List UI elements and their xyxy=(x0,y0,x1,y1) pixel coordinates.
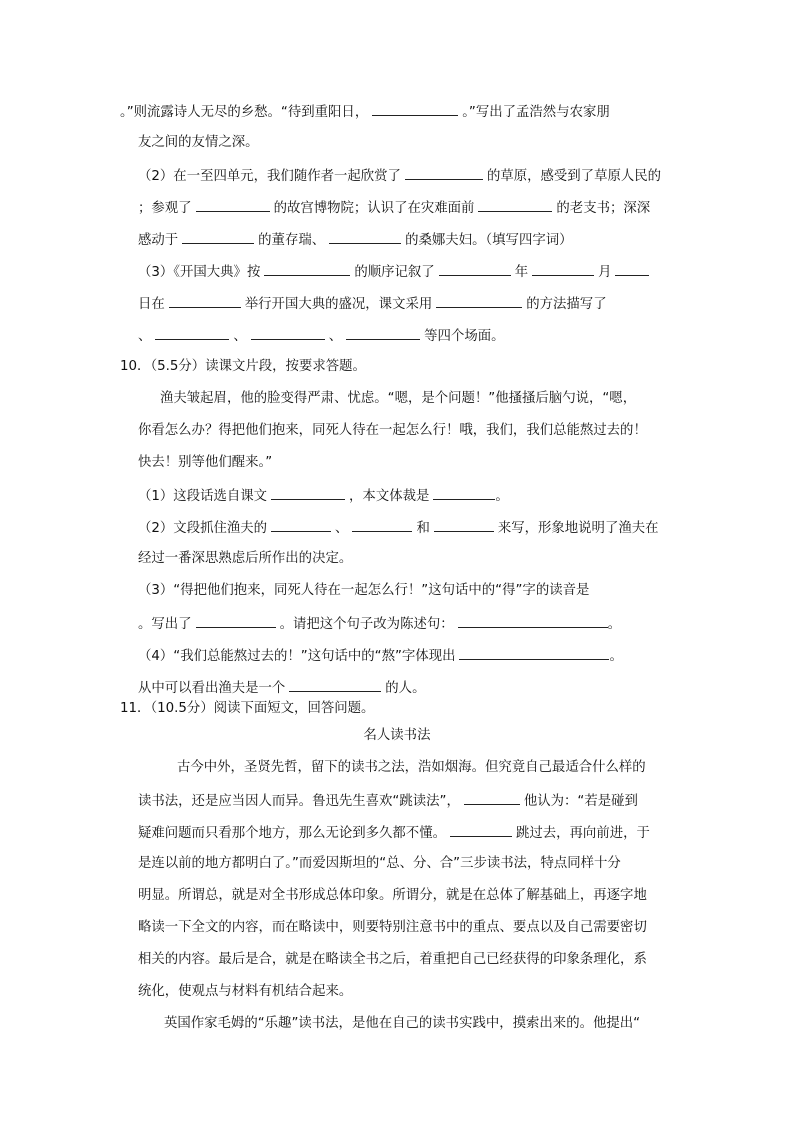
answer-blank[interactable] xyxy=(478,198,552,212)
text-segment: 、 xyxy=(138,329,152,344)
q9-part3-line1 xyxy=(138,262,649,282)
q10-part4-line1 xyxy=(138,646,623,666)
q9-part2-line1 xyxy=(138,166,661,186)
passage-line: 快去！别等他们醒来。” xyxy=(138,455,273,470)
answer-blank[interactable] xyxy=(169,294,241,308)
answer-blank[interactable] xyxy=(464,791,520,805)
text-segment: 、 xyxy=(233,329,247,344)
q10-part2-line1 xyxy=(138,518,659,538)
answer-blank[interactable] xyxy=(196,198,270,212)
answer-blank[interactable] xyxy=(329,230,401,244)
answer-blank[interactable] xyxy=(436,294,522,308)
text-segment: 的草原，感受到了草原人民的 xyxy=(486,169,662,184)
answer-blank[interactable] xyxy=(289,678,381,692)
answer-blank[interactable] xyxy=(352,518,412,532)
text-segment: 他认为：“若是碰到 xyxy=(523,794,638,809)
text-segment: 从中可以看出渔夫是一个 xyxy=(138,681,286,696)
text-segment: （1）这段话选自课文 xyxy=(138,489,268,504)
answer-blank[interactable] xyxy=(346,326,420,340)
q10-part4-line2 xyxy=(138,678,425,698)
answer-blank[interactable] xyxy=(251,326,325,340)
answer-blank[interactable] xyxy=(615,262,649,276)
q9-poem-line xyxy=(120,102,610,122)
text-segment: 。写出了 xyxy=(138,617,192,632)
text-segment: 的故宫博物院；认识了在灾难面前 xyxy=(273,201,475,216)
passage-line: 你看怎么办？得把他们抱来，同死人待在一起怎么行！哦，我们，我们总能熬过去的！ xyxy=(138,423,647,438)
answer-blank[interactable] xyxy=(405,166,483,180)
text-segment: ；参观了 xyxy=(138,201,192,216)
text-segment: （2）在一至四单元，我们随作者一起欣赏了 xyxy=(138,169,401,184)
text-segment: 的老支书；深深 xyxy=(556,201,651,216)
text-segment: 等四个场面。 xyxy=(424,329,505,344)
text-segment: 的桑娜夫妇。（填写四字词） xyxy=(405,233,573,248)
passage-line: 渔夫皱起眉，他的脸变得严肃、忧虑。“嗯，是个问题！”他搔搔后脑勺说，“嗯， xyxy=(160,391,637,406)
text-segment: 疑难问题而只看那个地方，那么无论到多久都不懂。 xyxy=(138,826,446,841)
article-line: 明显。所谓总，就是对全书形成总体印象。所谓分，就是在总体了解基础上，再逐字地 xyxy=(138,888,647,903)
answer-blank[interactable] xyxy=(264,262,350,276)
text-segment: 。请把这个句子改为陈述句： xyxy=(279,617,454,632)
q10-part3-line1: （3）“得把他们抱来，同死人待在一起怎么行！”这句话中的“得”字的读音是 xyxy=(138,583,590,598)
text-segment: 的顺序记叙了 xyxy=(354,265,435,280)
text-segment: 来写，形象地说明了渔夫在 xyxy=(497,521,659,536)
answer-blank[interactable] xyxy=(271,518,331,532)
text-segment: 跳过去，再向前进，于 xyxy=(515,826,650,841)
answer-blank[interactable] xyxy=(433,486,495,500)
article-line: 略读一下全文的内容，而在略读中，则要特别注意书中的重点、要点以及自己需要密切 xyxy=(138,920,647,935)
answer-blank[interactable] xyxy=(439,262,511,276)
article-line: 英国作家毛姆的“乐趣”读书法，是他在自己的读书实践中，摸索出来的。他提出“ xyxy=(164,1016,641,1031)
text-segment: 。”则流露诗人无尽的乡愁。“待到重阳日， xyxy=(120,105,369,120)
q9-part2-line2 xyxy=(138,198,650,218)
answer-blank[interactable] xyxy=(459,646,609,660)
text-segment: （2）文段抓住渔夫的 xyxy=(138,521,268,536)
text-segment: 。”写出了孟浩然与农家朋 xyxy=(462,105,610,120)
q10-part2-line2: 经过一番深思熟虑后所作出的决定。 xyxy=(138,551,353,566)
answer-blank[interactable] xyxy=(532,262,594,276)
answer-blank[interactable] xyxy=(271,486,345,500)
text-segment: 、 xyxy=(328,329,343,344)
text-segment: 年 xyxy=(514,265,529,280)
answer-blank[interactable] xyxy=(372,102,458,116)
text-segment: ，本文体裁是 xyxy=(349,489,430,504)
text-segment: （4）“我们总能熬过去的！”这句话中的“熬”字体现出 xyxy=(138,649,456,664)
article-line: 相关的内容。最后是合，就是在略读全书之后，着重把自己已经获得的印象条理化，系 xyxy=(138,952,647,967)
text-segment: 的方法描写了 xyxy=(526,297,607,312)
q9-poem-line-2: 友之间的友情之深。 xyxy=(138,135,259,150)
text-segment: 。 xyxy=(609,649,623,664)
q9-part2-line3 xyxy=(138,230,573,250)
text-segment: 的董存瑞、 xyxy=(258,233,326,248)
article-line: 古今中外，圣贤先哲，留下的读书之法，浩如烟海。但究竟自己最适合什么样的 xyxy=(177,760,646,775)
text-segment: 。 xyxy=(495,489,509,504)
text-segment: 的人。 xyxy=(385,681,426,696)
article-line xyxy=(138,823,650,843)
answer-blank[interactable] xyxy=(450,823,512,837)
article-line xyxy=(138,791,638,811)
text-segment: 日在 xyxy=(138,297,165,312)
q10-part1 xyxy=(138,486,509,506)
text-segment: 感动于 xyxy=(138,233,179,248)
text-segment: （3）《开国大典》按 xyxy=(138,265,261,280)
article-line: 是连以前的地方都明白了。”而爱因斯坦的“总、分、合”三步读书法，特点同样十分 xyxy=(138,856,621,871)
text-segment: 、 xyxy=(335,521,349,536)
text-segment: 和 xyxy=(416,521,430,536)
article-line: 统化，使观点与材料有机结合起来。 xyxy=(138,984,353,999)
text-segment: 读书法，还是应当因人而异。鲁迅先生喜欢“跳读法”， xyxy=(138,794,460,809)
answer-blank[interactable] xyxy=(458,614,608,628)
q11-heading: 11．（10.5分）阅读下面短文，回答问题。 xyxy=(120,701,375,716)
text-segment: 举行开国大典的盛况，课文采用 xyxy=(244,297,433,312)
q10-heading: 10．（5.5分）读课文片段，按要求答题。 xyxy=(120,359,366,374)
q9-part3-line2 xyxy=(138,294,607,314)
answer-blank[interactable] xyxy=(155,326,229,340)
article-title: 名人读书法 xyxy=(363,728,431,743)
answer-blank[interactable] xyxy=(434,518,494,532)
q10-part3-line2 xyxy=(138,614,621,634)
text-segment: 。 xyxy=(607,617,622,632)
answer-blank[interactable] xyxy=(196,614,276,628)
text-segment: 月 xyxy=(598,265,612,280)
q9-part3-line3 xyxy=(138,326,505,346)
answer-blank[interactable] xyxy=(182,230,254,244)
